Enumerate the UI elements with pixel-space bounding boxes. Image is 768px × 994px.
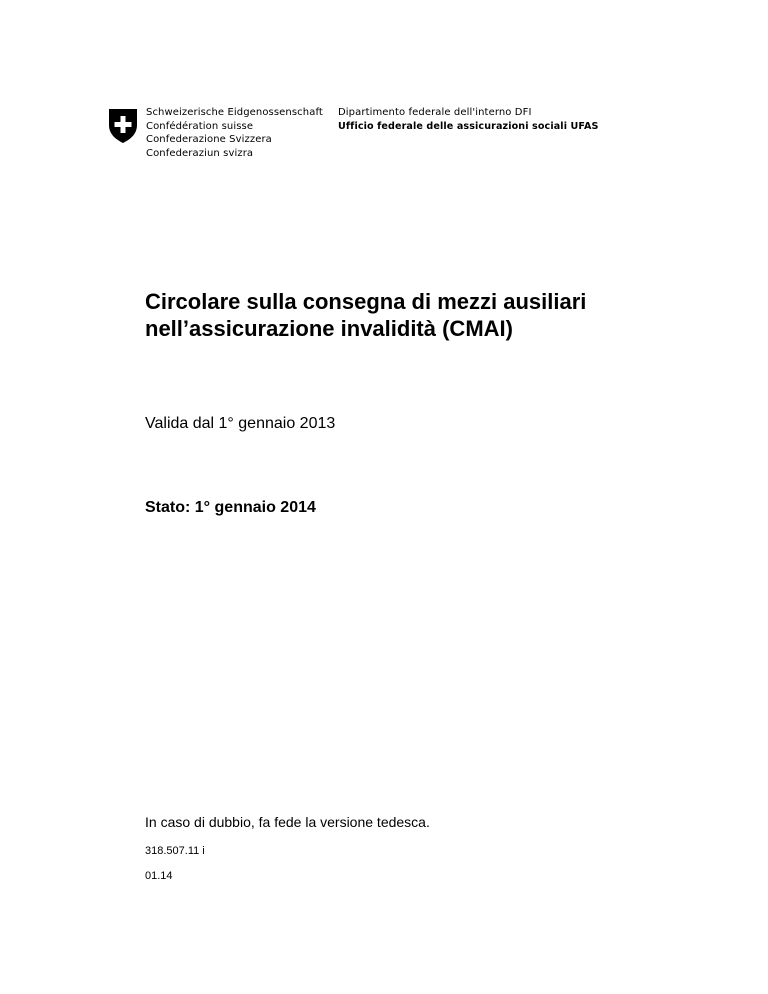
swiss-cross-shield-icon [108, 108, 138, 144]
confederation-name-fr: Confédération suisse [146, 120, 254, 132]
valid-from: Valida dal 1° gennaio 2013 [145, 415, 336, 432]
title-line-2: nell’assicurazione invalidità (CMAI) [145, 316, 513, 341]
department-block [338, 106, 599, 133]
confederation-name-de: Schweizerische Eidgenossenschaft [146, 107, 323, 118]
document-number: 318.507.11 i [145, 845, 205, 857]
confederation-name-it: Confederazione Svizzera [146, 134, 272, 145]
document-date: 01.14 [145, 870, 173, 882]
letterhead [108, 106, 628, 166]
document-title [145, 288, 705, 342]
title-line-1: Circolare sulla consegna di mezzi ausiliari [145, 289, 587, 314]
confederation-names [146, 106, 323, 160]
office-name: Ufficio federale delle assicurazioni sociali UFAS [338, 120, 599, 132]
status-date: Stato: 1° gennaio 2014 [145, 499, 316, 516]
language-note: In caso di dubbio, fa fede la versione tedesca. [145, 814, 430, 830]
department-name: Dipartimento federale dell'interno DFI [338, 107, 532, 118]
confederation-name-rm: Confederaziun svizra [146, 147, 254, 159]
